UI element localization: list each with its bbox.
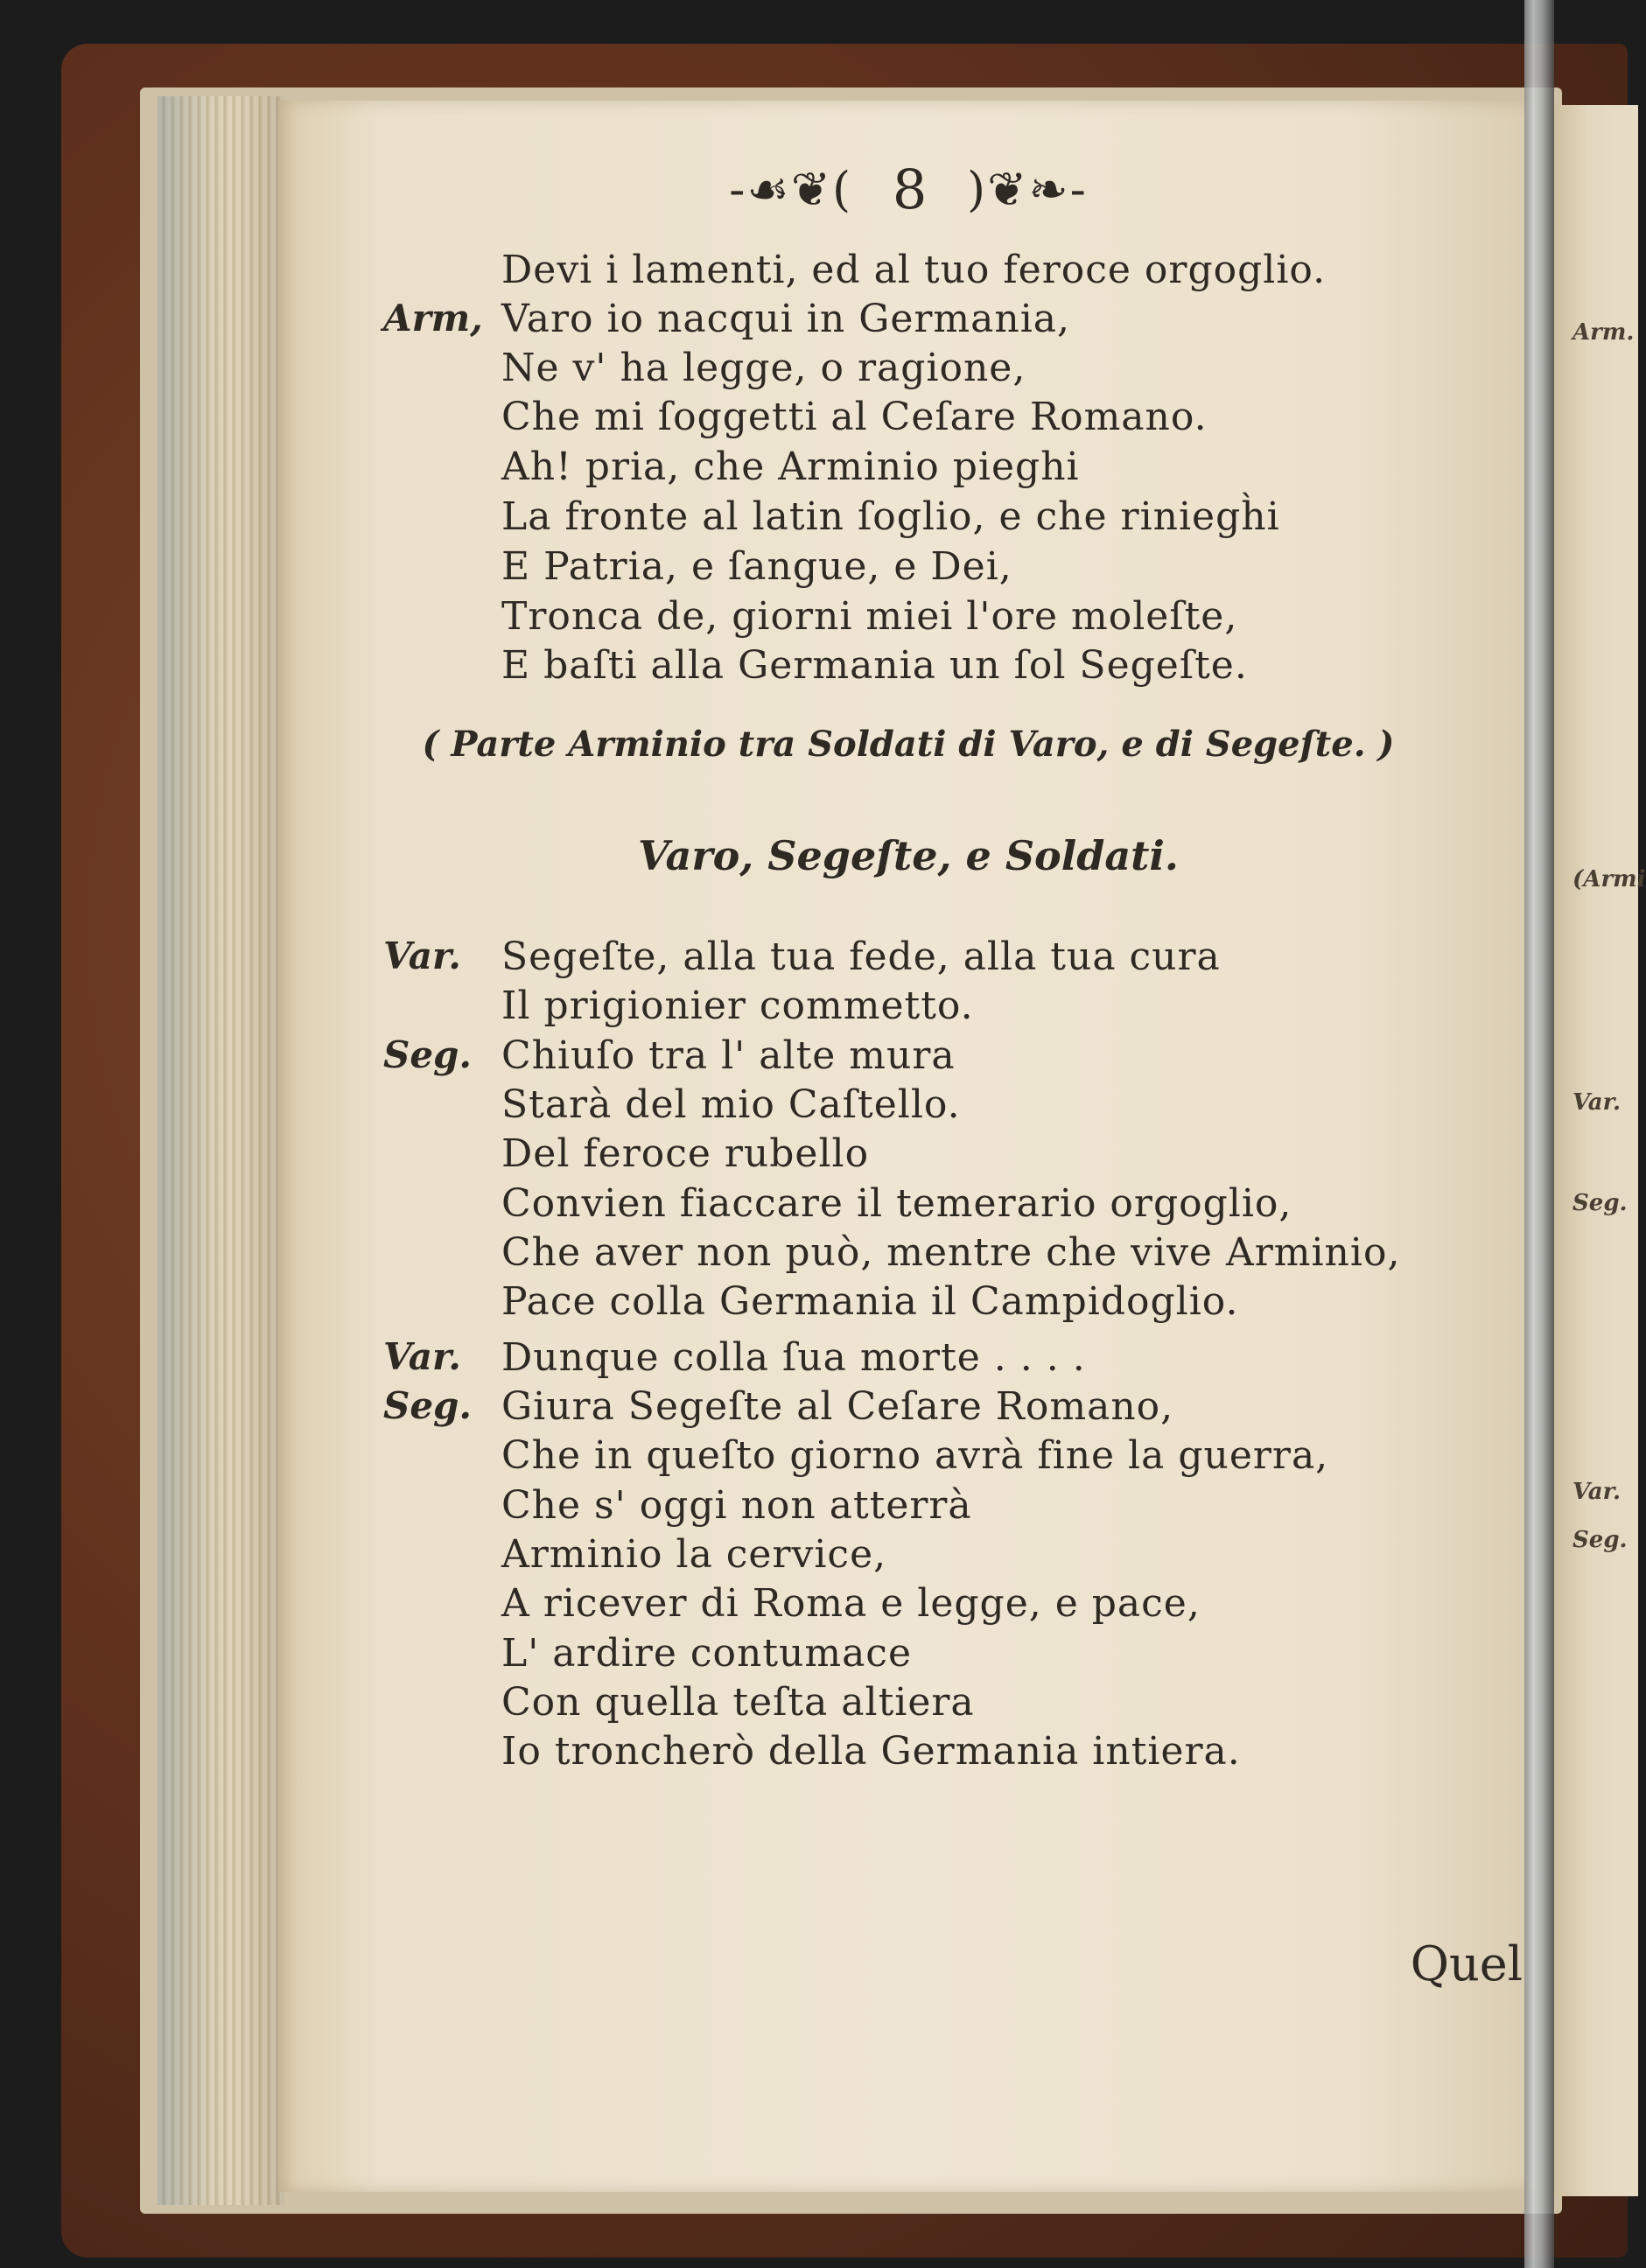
- verse-line: Pace colla Germania il Campidoglio.: [501, 1279, 1239, 1324]
- book-page: [278, 101, 1538, 2192]
- speaker-label: Var.: [383, 934, 461, 977]
- next-page-speaker: Seg.: [1572, 1190, 1628, 1216]
- scene-heading: Varo, Segeſte, e Soldati.: [638, 832, 1179, 879]
- verse-line: Del feroce rubello: [501, 1131, 870, 1176]
- verse-line: E Patria, e ſangue, e Dei,: [501, 544, 1012, 589]
- ornament-right-icon: )❦❧-: [967, 162, 1088, 218]
- verse-line: Varo io nacqui in Germania,: [501, 297, 1071, 341]
- verse-line: Tronca de, giorni miei l'ore moleſte,: [501, 594, 1238, 639]
- verse-line: Che aver non può, mentre che vive Arminio,: [501, 1230, 1401, 1275]
- verse-line: Ne v' ha legge, o ragione,: [501, 346, 1026, 390]
- verse-line: Devi i lamenti, ed al tuo feroce orgoglio.: [501, 248, 1327, 292]
- speaker-label: Var.: [383, 1335, 461, 1378]
- verse-line: Ah! pria, che Arminio pieghi: [501, 444, 1080, 489]
- catchword: Quel: [1410, 1936, 1523, 1992]
- verse-line: L' ardire contumace: [501, 1631, 912, 1676]
- verse-line: La fronte al latin ſoglio, e che riniegh̀i: [501, 494, 1280, 539]
- verse-line: Chiuſo tra l' alte mura: [501, 1033, 956, 1078]
- verse-line: Che in queſto giorno avrà fine la guerra,: [501, 1433, 1329, 1478]
- next-page-speaker: Var.: [1572, 1479, 1621, 1505]
- verse-line: Io troncherò della Germania intiera.: [501, 1729, 1241, 1774]
- verse-line: Che mi ſoggetti al Ceſare Romano.: [501, 395, 1208, 439]
- page-number: 8: [892, 158, 928, 222]
- verse-line: Che s' oggi non atterrà: [501, 1483, 972, 1528]
- verse-line: Starà del mio Caſtello.: [501, 1082, 961, 1127]
- verse-line: Segeſte, alla tua fede, alla tua cura: [501, 934, 1221, 979]
- next-page-speaker: Seg.: [1572, 1527, 1628, 1553]
- next-page-speaker: (Armi: [1572, 866, 1646, 892]
- speaker-label: Seg.: [383, 1384, 473, 1427]
- verse-line: Con quella teſta altiera: [501, 1680, 975, 1725]
- verse-line: Giura Segeſte al Ceſare Romano,: [501, 1384, 1174, 1429]
- next-page-edge: [1554, 105, 1638, 2196]
- verse-line: Arminio la cervice,: [501, 1532, 887, 1577]
- book-gutter: [1524, 0, 1554, 2268]
- page-header: [278, 153, 1538, 221]
- speaker-label: Seg.: [383, 1033, 473, 1076]
- speaker-label: Arm,: [383, 297, 483, 340]
- page-edges: [158, 96, 284, 2205]
- verse-line: Il prigionier commetto.: [501, 984, 974, 1028]
- verse-line: A ricever di Roma e legge, e pace,: [501, 1581, 1201, 1626]
- verse-line: Dunque colla ſua morte . . . .: [501, 1335, 1086, 1380]
- verse-line: E baſti alla Germania un ſol Segeſte.: [501, 643, 1248, 688]
- next-page-speaker: Arm.: [1572, 319, 1635, 346]
- verse-line: Convien fiaccare il temerario orgoglio,: [501, 1181, 1292, 1226]
- next-page-speaker: Var.: [1572, 1089, 1621, 1116]
- stage-direction: ( Parte Arminio tra Soldati di Varo, e di Segeſte. ): [422, 724, 1395, 765]
- ornament-left-icon: -☙❦(: [729, 162, 853, 218]
